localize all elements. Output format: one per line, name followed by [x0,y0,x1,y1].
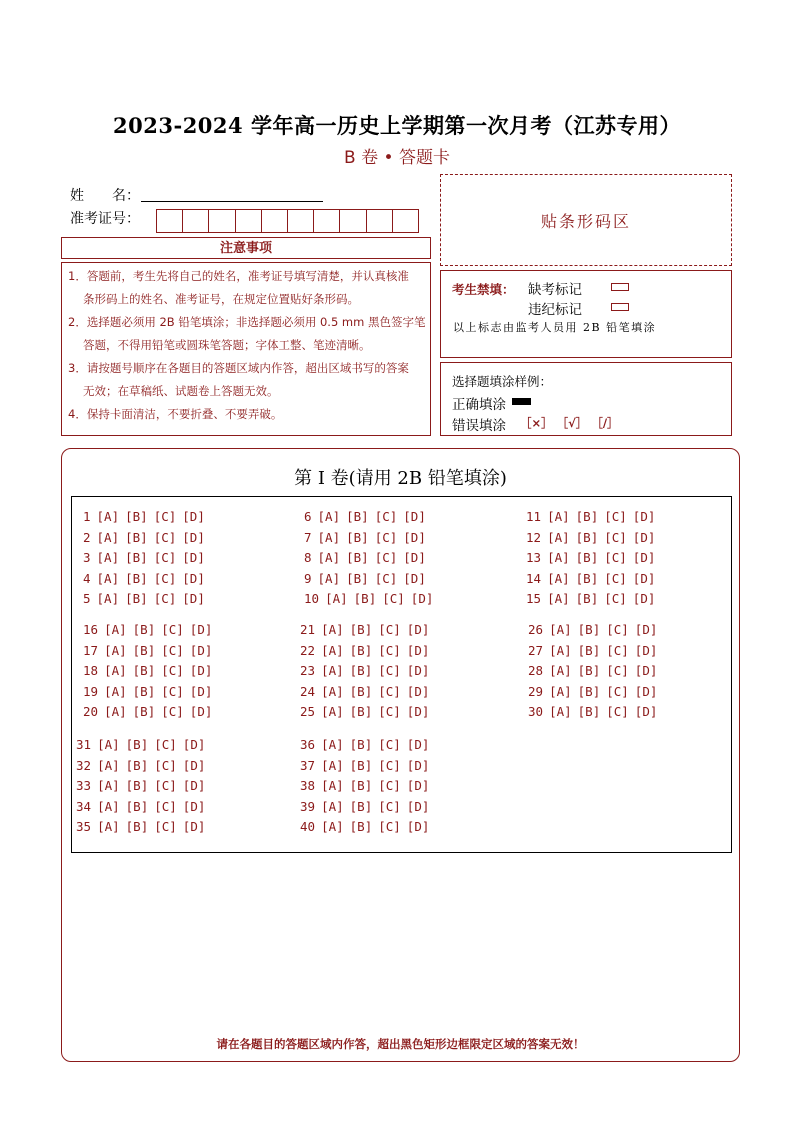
question-row [304,591,433,607]
option-bubble[interactable]: [A] [104,683,127,699]
wrong-label: 错误填涂 [452,418,506,434]
question-number: 28 [528,663,544,679]
id-digit-box[interactable] [235,209,262,233]
question-number: 6 [304,509,312,524]
question-row [300,643,429,659]
id-digit-box[interactable] [287,209,314,233]
question-row [83,663,212,679]
question-row [304,550,426,566]
question-number: 13 [526,550,542,566]
option-bubble[interactable]: [A] [97,778,120,794]
option-bubble[interactable]: [B] [132,642,156,658]
question-row [300,819,429,835]
option-bubble[interactable]: [B] [125,819,149,835]
option-bubble[interactable]: [D] [182,529,205,545]
answer-grid [71,496,732,853]
id-label: 准考证号： [70,211,140,227]
option-bubble[interactable]: [C] [153,529,177,545]
question-number: 19 [83,683,99,699]
option-bubble[interactable]: [A] [97,757,120,773]
option-bubble[interactable]: [D] [634,663,658,679]
option-bubble[interactable]: [A] [547,570,570,586]
option-bubble[interactable]: [B] [132,704,156,720]
option-bubble[interactable]: [A] [321,704,344,720]
option-bubble[interactable]: [D] [182,509,205,524]
option-bubble[interactable]: [A] [317,509,341,524]
option-bubble[interactable]: [B] [346,570,369,586]
option-bubble[interactable]: [D] [406,704,430,720]
option-bubble[interactable]: [A] [317,550,341,566]
option-bubble[interactable]: [B] [575,550,599,566]
question-row [526,591,655,607]
option-bubble[interactable]: [B] [575,509,599,524]
option-bubble[interactable]: [B] [349,778,373,794]
option-bubble[interactable]: [A] [321,683,344,699]
option-bubble[interactable]: [D] [182,591,205,607]
question-number: 24 [300,683,316,699]
question-row [83,591,205,607]
question-row [526,530,655,546]
question-number: 5 [83,591,91,607]
question-number: 22 [300,642,316,658]
question-number: 11 [526,509,542,524]
option-bubble[interactable]: [A] [547,509,570,524]
question-row [300,799,429,815]
option-bubble[interactable]: [D] [189,642,213,658]
id-digit-box[interactable] [313,209,340,233]
option-bubble[interactable]: [D] [403,509,426,524]
question-number: 18 [83,663,99,679]
option-bubble[interactable]: [D] [182,550,205,566]
option-bubble[interactable]: [D] [182,570,205,586]
notice-item-2: 2．选择题必须用 2B 铅笔填涂；非选择题必须用 0.5 mm 黑色签字笔 答题，不得用铅笔或圆珠笔答题；字体工整、笔迹清晰。 [68,315,426,352]
option-bubble[interactable]: [A] [104,663,127,679]
option-bubble[interactable]: [D] [189,622,213,637]
name-label: 姓 名： [70,188,140,204]
option-bubble[interactable]: [A] [321,798,344,814]
option-bubble[interactable]: [A] [321,663,344,679]
option-bubble[interactable]: [A] [321,757,344,773]
option-bubble[interactable]: [D] [182,757,206,773]
question-row [304,571,426,587]
option-bubble[interactable]: [A] [321,778,344,794]
option-bubble[interactable]: [D] [403,550,426,566]
page-subtitle: B 卷 • 答题卡 [344,148,450,168]
option-bubble[interactable]: [C] [604,529,627,545]
option-bubble[interactable]: [A] [321,737,344,752]
option-bubble[interactable]: [A] [549,663,572,679]
option-bubble[interactable]: [B] [349,642,373,658]
option-bubble[interactable]: [B] [132,663,156,679]
option-bubble[interactable]: [A] [317,529,341,545]
question-row [76,819,205,835]
question-row [304,530,426,546]
question-row [526,550,655,566]
option-bubble[interactable]: [A] [549,642,572,658]
option-bubble[interactable]: [D] [189,704,213,720]
question-number: 1 [83,509,91,524]
id-digit-box[interactable] [208,209,235,233]
option-bubble[interactable]: [C] [378,622,401,637]
option-bubble[interactable]: [A] [547,550,570,566]
question-row [528,622,657,638]
question-number: 16 [83,622,99,637]
option-bubble[interactable]: [A] [96,509,120,524]
option-bubble[interactable]: [B] [346,529,369,545]
question-number: 27 [528,642,544,658]
question-number: 20 [83,704,99,720]
question-row [300,622,429,638]
option-bubble[interactable]: [A] [317,570,341,586]
question-number: 29 [528,683,544,699]
option-bubble[interactable]: [D] [632,509,656,524]
option-bubble[interactable]: [B] [577,663,601,679]
absent-mark-box[interactable] [611,283,629,291]
question-number: 26 [528,622,544,637]
question-row [526,571,655,587]
option-bubble[interactable]: [B] [125,737,149,752]
option-bubble[interactable]: [B] [125,550,148,566]
status-label: 考生禁填： [452,282,515,297]
question-row [300,778,429,794]
option-bubble[interactable]: [C] [606,663,629,679]
option-bubble[interactable]: [D] [406,683,430,699]
option-bubble[interactable]: [C] [382,591,405,607]
correct-fill-sample [512,398,531,405]
option-bubble[interactable]: [C] [161,704,184,720]
question-row [528,684,657,700]
option-bubble[interactable]: [D] [634,642,658,658]
option-bubble[interactable]: [A] [97,737,120,752]
option-bubble[interactable]: [C] [606,622,629,637]
id-digit-box[interactable] [366,209,393,233]
violation-label: 违纪标记 [528,302,582,318]
option-bubble[interactable]: [D] [634,622,658,637]
option-bubble[interactable]: [C] [154,819,177,835]
option-bubble[interactable]: [C] [378,757,401,773]
question-number: 9 [304,570,312,586]
option-bubble[interactable]: [D] [406,778,430,794]
id-digit-box[interactable] [182,209,209,233]
option-bubble[interactable]: [B] [349,663,373,679]
exam-id-field[interactable] [156,209,419,233]
question-number: 12 [526,529,542,545]
option-bubble[interactable]: [A] [549,622,572,637]
option-bubble[interactable]: [B] [577,683,601,699]
question-number: 37 [300,757,316,773]
option-bubble[interactable]: [B] [349,819,373,835]
option-bubble[interactable]: [D] [189,663,213,679]
question-number: 8 [304,550,312,566]
option-bubble[interactable]: [C] [153,509,177,524]
option-bubble[interactable]: [C] [161,683,184,699]
question-row [528,704,657,720]
option-bubble[interactable]: [A] [96,529,120,545]
option-bubble[interactable]: [C] [378,642,401,658]
option-bubble[interactable]: [D] [634,683,658,699]
option-bubble[interactable]: [D] [634,704,658,720]
question-row [76,799,205,815]
option-bubble[interactable]: [B] [132,622,156,637]
option-bubble[interactable]: [C] [378,798,401,814]
option-bubble[interactable]: [C] [378,683,401,699]
id-digit-box[interactable] [339,209,366,233]
option-bubble[interactable]: [B] [349,757,373,773]
option-bubble[interactable]: [B] [125,757,149,773]
option-bubble[interactable]: [C] [154,778,177,794]
option-bubble[interactable]: [C] [604,550,627,566]
question-number: 3 [83,550,91,566]
fill-sample-box [440,362,732,436]
id-digit-box[interactable] [156,209,183,233]
question-row [526,509,655,525]
option-bubble[interactable]: [B] [125,591,148,607]
option-bubble[interactable]: [B] [125,570,148,586]
status-note: 以上标志由监考人员用 2B 铅笔填涂 [453,321,657,334]
notice-item-1: 1．答题前，考生先将自己的姓名，准考证号填写清楚，并认真核准 条形码上的姓名、准考证号，在规定位置贴好条形码。 [68,269,409,306]
option-bubble[interactable]: [C] [374,550,398,566]
question-row [304,509,426,525]
option-bubble[interactable]: [A] [96,550,120,566]
option-bubble[interactable]: [C] [378,819,401,835]
examinee-prohibited-box [440,270,732,358]
question-row [528,643,657,659]
option-bubble[interactable]: [A] [96,591,120,607]
option-bubble[interactable]: [B] [349,622,373,637]
option-bubble[interactable]: [C] [161,642,184,658]
option-bubble[interactable]: [A] [96,570,120,586]
option-bubble[interactable]: [D] [406,663,430,679]
option-bubble[interactable]: [A] [104,622,127,637]
option-bubble[interactable]: [B] [125,778,149,794]
notice-item-3: 3．请按题号顺序在各题目的答题区域内作答，超出区域书写的答案 无效；在草稿纸、试题卷上答题无效。 [68,361,409,398]
question-row [83,509,205,525]
option-bubble[interactable]: [B] [349,704,373,720]
question-number: 4 [83,570,91,586]
option-bubble[interactable]: [A] [547,529,570,545]
barcode-label: 贴条形码区 [540,211,631,231]
option-bubble[interactable]: [C] [154,737,177,752]
option-bubble[interactable]: [C] [374,509,398,524]
question-row [83,704,212,720]
option-bubble[interactable]: [C] [374,529,398,545]
question-number: 36 [300,737,316,752]
option-bubble[interactable]: [C] [378,778,401,794]
question-number: 40 [300,819,316,835]
option-bubble[interactable]: [C] [161,622,184,637]
question-number: 25 [300,704,316,720]
correct-label: 正确填涂 [452,397,506,413]
question-number: 32 [76,757,92,773]
question-number: 33 [76,778,92,794]
question-row [300,758,429,774]
option-bubble[interactable]: [C] [606,642,629,658]
notice-item-4: 4．保持卡面清洁，不要折叠、不要弄破。 [68,407,283,421]
section-title: 第 I 卷(请用 2B 铅笔填涂) [294,468,507,489]
question-row [83,643,212,659]
option-bubble[interactable]: [C] [604,570,627,586]
question-number: 34 [76,798,92,814]
question-row [83,571,205,587]
sample-label: 选择题填涂样例： [452,374,553,389]
barcode-area [440,174,732,266]
option-bubble[interactable]: [A] [325,591,348,607]
option-bubble[interactable]: [A] [321,622,344,637]
option-bubble[interactable]: [D] [182,778,206,794]
question-number: 31 [76,737,92,752]
option-bubble[interactable]: [D] [182,819,206,835]
question-row [300,704,429,720]
option-bubble[interactable]: [D] [182,737,206,752]
option-bubble[interactable]: [C] [154,757,177,773]
option-bubble[interactable]: [D] [406,622,430,637]
question-number: 15 [526,591,542,607]
question-number: 39 [300,798,316,814]
question-row [528,663,657,679]
option-bubble[interactable]: [C] [606,704,629,720]
option-bubble[interactable]: [B] [577,704,601,720]
question-number: 21 [300,622,316,637]
option-bubble[interactable]: [A] [97,798,120,814]
option-bubble[interactable]: [C] [378,737,401,752]
option-bubble[interactable]: [A] [321,642,344,658]
violation-mark-box[interactable] [611,303,629,311]
option-bubble[interactable]: [B] [125,529,148,545]
question-number: 30 [528,704,544,720]
option-bubble[interactable]: [B] [575,591,599,607]
question-number: 38 [300,778,316,794]
option-bubble[interactable]: [B] [353,591,377,607]
option-bubble[interactable]: [D] [182,798,206,814]
option-bubble[interactable]: [C] [606,683,629,699]
question-row [83,684,212,700]
question-number: 10 [304,591,320,607]
page-title: 2023-2024 学年高一历史上学期第一次月考（江苏专用） [113,113,681,138]
option-bubble[interactable]: [C] [153,570,177,586]
wrong-fill-samples: ［×］ ［√］ ［/］ [520,416,619,430]
footer-warning: 请在各题目的答题区域内作答，超出黑色矩形边框限定区域的答案无效！ [216,1037,585,1051]
option-bubble[interactable]: [C] [374,570,398,586]
id-digit-box[interactable] [261,209,288,233]
question-row [83,530,205,546]
option-bubble[interactable]: [A] [97,819,120,835]
question-row [83,550,205,566]
option-bubble[interactable]: [B] [125,509,148,524]
option-bubble[interactable]: [C] [153,591,177,607]
option-bubble[interactable]: [D] [632,550,656,566]
option-bubble[interactable]: [D] [189,683,213,699]
option-bubble[interactable]: [D] [632,570,656,586]
option-bubble[interactable]: [D] [403,570,426,586]
option-bubble[interactable]: [B] [577,642,601,658]
option-bubble[interactable]: [C] [378,704,401,720]
option-bubble[interactable]: [A] [547,591,570,607]
option-bubble[interactable]: [B] [577,622,601,637]
option-bubble[interactable]: [B] [575,570,599,586]
option-bubble[interactable]: [B] [349,798,373,814]
option-bubble[interactable]: [C] [604,591,627,607]
option-bubble[interactable]: [C] [161,663,184,679]
option-bubble[interactable]: [D] [406,737,430,752]
question-row [76,758,205,774]
absent-label: 缺考标记 [528,282,582,298]
option-bubble[interactable]: [D] [410,591,434,607]
option-bubble[interactable]: [C] [378,663,401,679]
option-bubble[interactable]: [D] [406,757,430,773]
option-bubble[interactable]: [B] [132,683,156,699]
question-row [300,663,429,679]
option-bubble[interactable]: [D] [632,591,656,607]
question-number: 23 [300,663,316,679]
option-bubble[interactable]: [B] [125,798,149,814]
question-number: 7 [304,529,312,545]
question-row [76,778,205,794]
question-number: 14 [526,570,542,586]
option-bubble[interactable]: [B] [349,683,373,699]
option-bubble[interactable]: [D] [406,819,430,835]
question-number: 35 [76,819,92,835]
option-bubble[interactable]: [A] [549,704,572,720]
option-bubble[interactable]: [D] [632,529,656,545]
option-bubble[interactable]: [B] [346,509,369,524]
question-row [83,622,212,638]
name-field[interactable] [141,201,323,202]
option-bubble[interactable]: [C] [153,550,177,566]
question-number: 17 [83,642,99,658]
option-bubble[interactable]: [A] [321,819,344,835]
id-digit-box[interactable] [392,209,419,233]
notice-box [61,262,431,436]
option-bubble[interactable]: [B] [575,529,599,545]
question-row [300,737,429,753]
option-bubble[interactable]: [D] [406,798,430,814]
option-bubble[interactable]: [D] [406,642,430,658]
notice-heading: 注意事项 [61,237,431,259]
option-bubble[interactable]: [C] [604,509,627,524]
question-number: 2 [83,529,91,545]
option-bubble[interactable]: [D] [403,529,426,545]
option-bubble[interactable]: [B] [346,550,369,566]
question-row [300,684,429,700]
question-row [76,737,205,753]
option-bubble[interactable]: [B] [349,737,373,752]
option-bubble[interactable]: [C] [154,798,177,814]
option-bubble[interactable]: [A] [104,704,127,720]
option-bubble[interactable]: [A] [549,683,572,699]
option-bubble[interactable]: [A] [104,642,127,658]
